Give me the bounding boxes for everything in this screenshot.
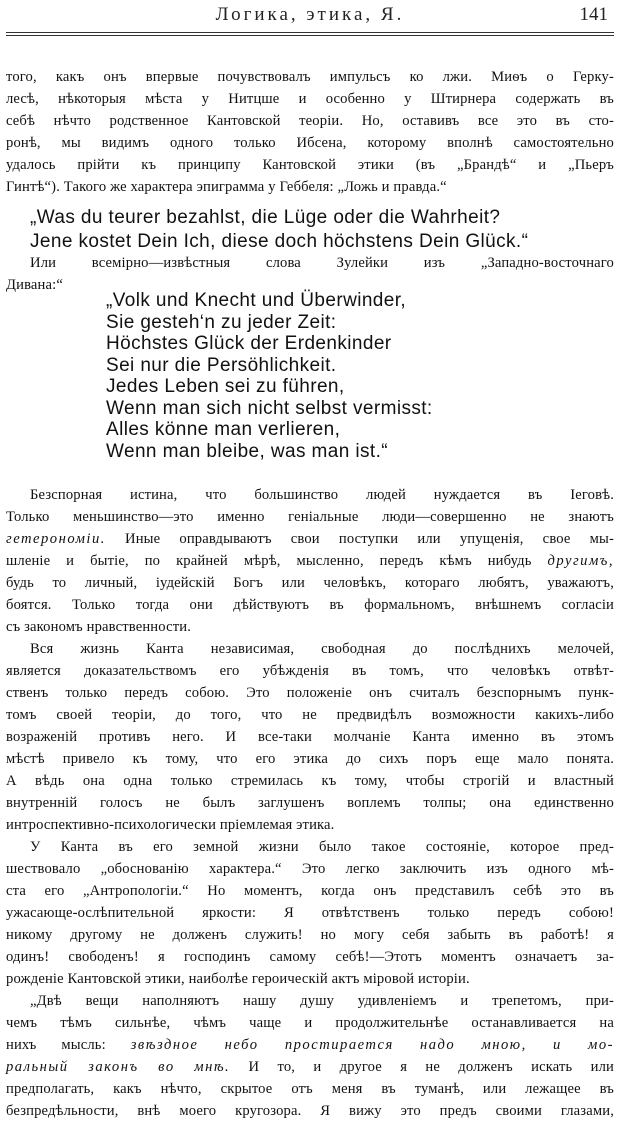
text-line: боятся. Только тогда они дѣйствуютъ въ формальномъ, внѣшнемъ согласіи: [6, 597, 614, 613]
text-line: Гинтѣ“). Такого же характера эпиграмма у Геббеля: „Ложь и правда.“: [6, 179, 447, 195]
text-line: удалось прійти къ принципу Кантовской этики (въ „Брандѣ“ и „Пьеръ: [6, 157, 614, 173]
text-line: Только меньшинство—это именно геніальные люди—совершенно не знаютъ: [6, 509, 614, 525]
quote-line: Jene kostet Dein Ich, diese doch höchstens Dein Glück.“: [30, 231, 529, 252]
text-line: ужасающе-ослѣпительной яркости: Я отвѣтственъ только передъ собою!: [6, 905, 614, 921]
text-line: [6, 550, 614, 572]
text-span: И то, и другое я не долженъ искать или: [230, 1059, 615, 1075]
paragraph-1: [6, 66, 614, 198]
text-line: ста его „Антропологіи.“ Но моментъ, когда онъ представилъ себѣ это въ: [6, 883, 614, 899]
text-line: [6, 528, 614, 550]
page-header: [8, 0, 612, 30]
paragraph-5: [6, 836, 614, 990]
text-span: Иные оправдываютъ свои поступки или упущенія, свое мы-: [105, 531, 614, 547]
text-line: внутренній голосъ не былъ заглушенъ воплемъ толпы; она единственно: [6, 795, 614, 811]
poem-line: Alles könne man verlieren,: [106, 419, 341, 440]
poem-line: Wenn man sich nicht selbst vermisst:: [106, 397, 433, 419]
text-line: томъ своей теоріи, до того, что не предвидѣлъ возможности какихъ-либо: [6, 707, 614, 723]
text-line: интроспективно-психологически пріемлемая этика.: [6, 817, 335, 833]
emphasis: ральный законъ во мнѣ.: [6, 1059, 231, 1075]
poem-line: Höchstes Glück der Erdenkinder: [106, 333, 392, 354]
text-line: никому другому не долженъ служить! но могу себя забыть въ работѣ! я: [6, 927, 614, 943]
paragraph-4: [6, 638, 614, 836]
text-span: нихъ мысль:: [6, 1037, 131, 1053]
text-line: „Двѣ вещи наполняютъ нашу душу удивленіемъ и трепетомъ, при-: [30, 993, 614, 1009]
text-line: [6, 1034, 614, 1056]
text-line: лесѣ, нѣкоторыя мѣста у Нитцше и особенно у Штирнера содержать въ: [6, 91, 614, 107]
text-line: Безспорная истина, что большинство людей нуждается въ Іеговѣ.: [30, 487, 614, 503]
hebbel-epigram: [30, 206, 528, 254]
text-line: У Канта въ его земной жизни было такое состояніе, которое пред-: [30, 839, 614, 855]
poem-line: „Volk und Knecht und Überwinder,: [106, 290, 407, 311]
text-line: мѣстѣ привело къ тому, что его этика до сихъ поръ еще мало понята.: [6, 751, 614, 767]
emphasis: другимъ,: [547, 553, 614, 569]
running-title: Логика, этика, Я.: [215, 4, 405, 25]
text-line: является доказательствомъ его убѣжденія въ томъ, что человѣкъ отвѣт-: [6, 663, 614, 679]
text-line: будь то личный, іудейскій Богъ или человѣкъ, котораго любятъ, уважаютъ,: [6, 575, 614, 591]
text-line: чемъ тѣмъ сильнѣе, чѣмъ чаще и продолжительнѣе останавливается на: [6, 1015, 614, 1031]
poem-line: Sei nur die Persöhlichkeit.: [106, 354, 337, 376]
paragraph-3: [6, 484, 614, 638]
poem-line: Wenn man bleibe, was man ist.“: [106, 440, 388, 462]
text-line: [6, 1056, 614, 1078]
emphasis: звѣздное небо простирается надо мною, и мо-: [130, 1037, 614, 1053]
emphasis: гетерономіи.: [6, 531, 106, 547]
quote-line: „Was du teurer bezahlst, die Lüge oder die Wahrheit?: [30, 207, 501, 228]
text-line: одинъ! свободенъ! я господинъ самому себѣ!—Этотъ моментъ означаетъ за-: [6, 949, 614, 965]
header-rule-bottom: [6, 35, 614, 36]
text-line: предполагать, какъ нѣчто, скрытое отъ меня въ туманѣ, или лежащее въ: [6, 1081, 614, 1097]
text-line: возраженій противъ него. И все-таки молчаніе Канта именно въ этомъ: [6, 729, 614, 745]
text-line: Дивана:“: [6, 277, 63, 293]
text-line: ственъ только передъ собою. Это положеніе онъ считалъ безспорнымъ пунк-: [6, 685, 614, 701]
page-number: 141: [579, 4, 608, 25]
text-line: Или всемірно—извѣстныя слова Зулейки изъ „Западно-восточнаго: [30, 255, 614, 271]
text-line: безпредѣльности, внѣ моего кругозора. Я вижу это предъ своими глазами,: [6, 1103, 614, 1119]
header-rule-top: [6, 32, 614, 33]
poem-line: Jedes Leben sei zu führen,: [106, 376, 345, 397]
text-line: шествовало „обоснованію характера.“ Это легко заключить изъ одного мѣ-: [6, 861, 614, 877]
suleika-poem: [106, 290, 433, 462]
text-line: ронѣ, мы видимъ одного только Ибсена, которому вполнѣ самостоятельно: [6, 135, 614, 151]
text-span: шленіе и бытіе, по крайней мѣрѣ, мысленно, передъ кѣмъ нибудь: [6, 553, 548, 569]
text-line: съ закономъ нравственности.: [6, 619, 191, 635]
text-line: рожденіе Кантовской этики, наиболѣе героическій актъ міровой исторіи.: [6, 971, 470, 987]
text-line: Вся жизнь Канта независимая, свободная до послѣднихъ мелочей,: [30, 641, 614, 657]
text-line: того, какъ онъ впервые почувствовалъ импульсъ ко лжи. Миѳъ о Герку-: [6, 69, 614, 85]
paragraph-6: [6, 990, 614, 1122]
poem-line: Sie gesteh‘n zu jeder Zeit:: [106, 311, 337, 333]
text-line: себѣ нѣчто родственное Кантовской теоріи. Но, оставивъ все это въ сто-: [6, 113, 614, 129]
main-text-lower: [6, 484, 614, 1122]
text-line: А вѣдь она одна только стремилась къ тому, чтобы строгій и властный: [6, 773, 614, 789]
